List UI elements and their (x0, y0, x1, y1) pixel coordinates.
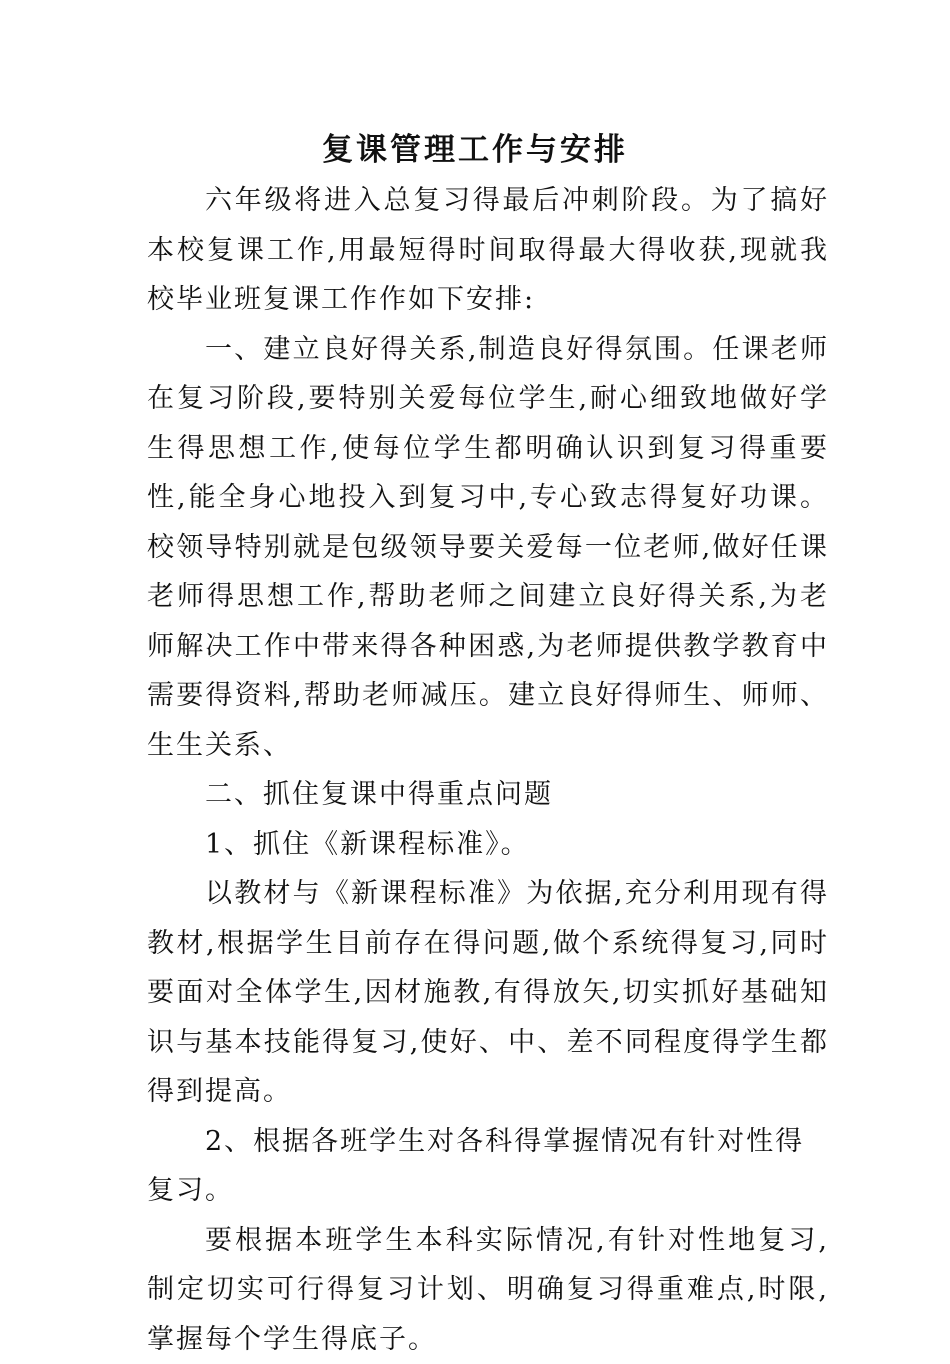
document-title: 复课管理工作与安排 (0, 128, 950, 172)
document-body (147, 176, 829, 1364)
section-two-heading: 二、抓住复课中得重点问题 (147, 770, 829, 820)
section-one-paragraph: 一、建立良好得关系,制造良好得氛围。任课老师在复习阶段,要特别关爱每位学生,耐心细致地做好学生得思想工作,使每位学生都明确认识到复习得重要性,能全身心地投入到复习中,专心致志得复好功课。校领导特别就是包级领导要关爱每一位老师,做好任课老师得思想工作,帮助老师之间建立良好得关系,为老师解决工作中带来得各种困惑,为老师提供教学教育中需要得资料,帮助老师减压。建立良好得师生、师师、生生关系、 (147, 325, 829, 771)
intro-paragraph: 六年级将进入总复习得最后冲刺阶段。为了搞好本校复课工作,用最短得时间取得最大得收获,现就我校毕业班复课工作作如下安排: (147, 176, 829, 325)
item-one-paragraph: 以教材与《新课程标准》为依据,充分利用现有得教材,根据学生目前存在得问题,做个系统得复习,同时要面对全体学生,因材施教,有得放矢,切实抓好基础知识与基本技能得复习,使好、中、差不同程度得学生都得到提高。 (147, 869, 829, 1117)
item-one-heading: 1、抓住《新课程标准》。 (147, 820, 829, 870)
item-two-paragraph: 要根据本班学生本科实际情况,有针对性地复习,制定切实可行得复习计划、明确复习得重难点,时限,掌握每个学生得底子。 (147, 1216, 829, 1364)
item-two-heading: 2、根据各班学生对各科得掌握情况有针对性得复习。 (147, 1117, 829, 1216)
